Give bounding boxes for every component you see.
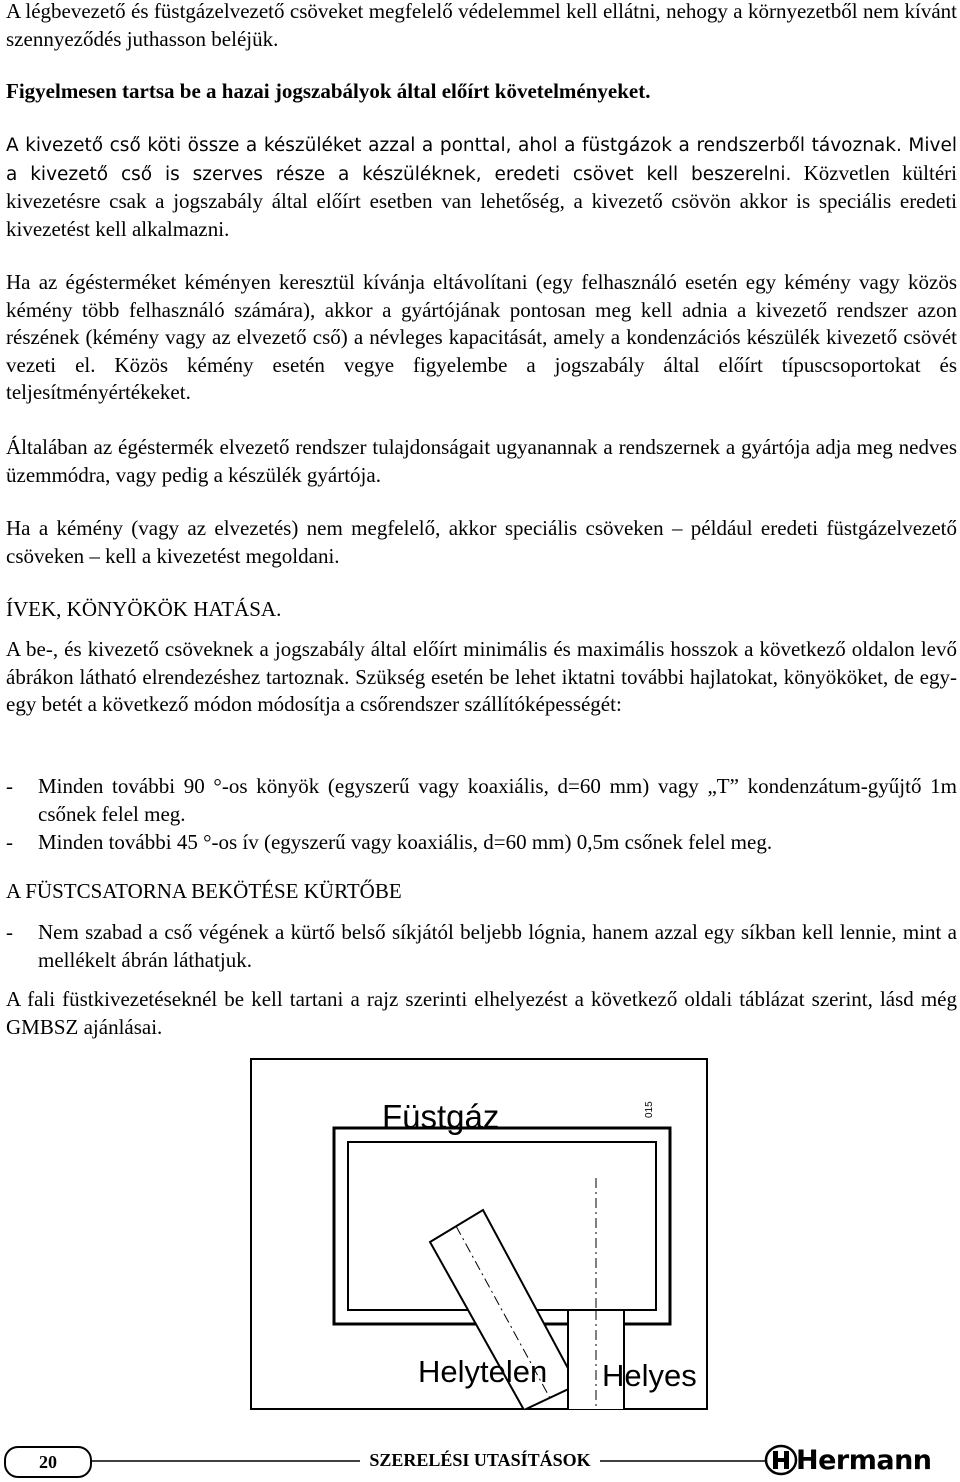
paragraph-outlet-pipe-serif: Közvetlen kültéri kivezetésre csak a jogszabály által előírt esetben van lehetőség, a kivezető csövön akkor is speciális eredeti kivezetést kell alkalmazni. <box>6 160 957 241</box>
figure-code: 015 <box>644 1101 655 1118</box>
paragraph-wall-outlet: A fali füstkivezetéseknél be kell tartani a rajz szerinti elhelyezést a következő oldali táblázat szerint, lásd még GMBSZ ajánlásai. <box>6 987 957 1039</box>
list-item-45-bend <box>6 829 957 857</box>
heading-flue-connection: A FÜSTCSATORNA BEKÖTÉSE KÜRTŐBE <box>6 879 402 903</box>
brand-logo <box>764 1444 956 1476</box>
heading-bends: ÍVEK, KÖNYÖKÖK HATÁSA. <box>6 597 282 621</box>
brand-emblem-icon <box>764 1444 798 1476</box>
footer-title: SZERELÉSI UTASÍTÁSOK <box>369 1450 591 1470</box>
flue-connection-diagram <box>250 1058 708 1410</box>
label-incorrect: Helytelen <box>418 1354 548 1389</box>
label-flue-gas: Füstgáz <box>382 1098 500 1135</box>
list-item-text: Minden további 90 °-os könyök (egyszerű vagy koaxiális, d=60 mm) vagy „T” kondenzátum-gyűjtő 1m csőnek felel meg. <box>38 774 957 826</box>
label-correct: Helyes <box>602 1358 697 1393</box>
paragraph-protection: A légbevezető és füstgázelvezető csöveket megfelelő védelemmel kell ellátni, nehogy a környezetből nem kívánt szennyeződés juthasson beléjük. <box>6 0 957 51</box>
list-dash: - <box>6 774 13 798</box>
paragraph-lengths: A be-, és kivezető csöveknek a jogszabály által előírt minimális és maximális hosszok a következő oldalon levő ábrákon látható elrendezéshez tartoznak. Szükség esetén be lehet iktatni további hajlatokat, könyököket, de egy-egy betét a következő módon módosítja a csőrendszer szállítóképességét: <box>6 637 957 716</box>
paragraph-outlet-pipe-sans: A kivezető cső köti össze a készüléket azzal a ponttal, ahol a füstgázok a rendszerből távoznak. Mivel a kivezető cső is szerves része a készüléknek, eredeti csövet kell beszerelni. <box>6 135 957 185</box>
page-footer <box>0 1440 960 1482</box>
list-item-pipe-end <box>6 919 957 974</box>
list-item-90-elbow <box>6 773 957 828</box>
paragraph-outlet-pipe <box>6 131 957 243</box>
diagram-svg <box>250 1058 708 1410</box>
paragraph-regulations: Figyelmesen tartsa be a hazai jogszabályok által előírt követelményeket. <box>6 79 651 103</box>
list-item-text: Nem szabad a cső végének a kürtő belső síkjától beljebb lógnia, hanem azzal egy síkban kell lennie, mint a mellékelt ábrán láthatjuk. <box>38 920 957 972</box>
brand-name: Hermann <box>796 1444 932 1476</box>
list-dash: - <box>6 920 13 944</box>
list-dash: - <box>6 830 13 854</box>
page-number-box <box>4 1446 92 1478</box>
list-item-text: Minden további 45 °-os ív (egyszerű vagy koaxiális, d=60 mm) 0,5m csőnek felel meg. <box>38 830 773 854</box>
paragraph-chimney: Ha az égésterméket kéményen keresztül kívánja eltávolítani (egy felhasználó esetén egy kémény vagy közös kémény több felhasználó számára), akkor a gyártójának pontosan meg kell adnia a kivezető rendszer azon részének (kémény vagy az elvezető cső) a névleges kapacitását, amely a kondenzációs készülék kivezető csövét vezeti el. Közös kémény esetén vegye figyelembe a jogszabály által előírt típuscsoportokat és teljesítményértékeket. <box>6 270 957 404</box>
page-number: 20 <box>39 1451 57 1472</box>
paragraph-general: Általában az égéstermék elvezető rendszer tulajdonságait ugyanannak a rendszernek a gyártója adja meg nedves üzemmódra, vagy pedig a készülék gyártója. <box>6 435 957 487</box>
paragraph-unsuitable: Ha a kémény (vagy az elvezetés) nem megfelelő, akkor speciális csöveken – például eredeti füstgázelvezető csöveken – kell a kivezetést megoldani. <box>6 516 957 568</box>
